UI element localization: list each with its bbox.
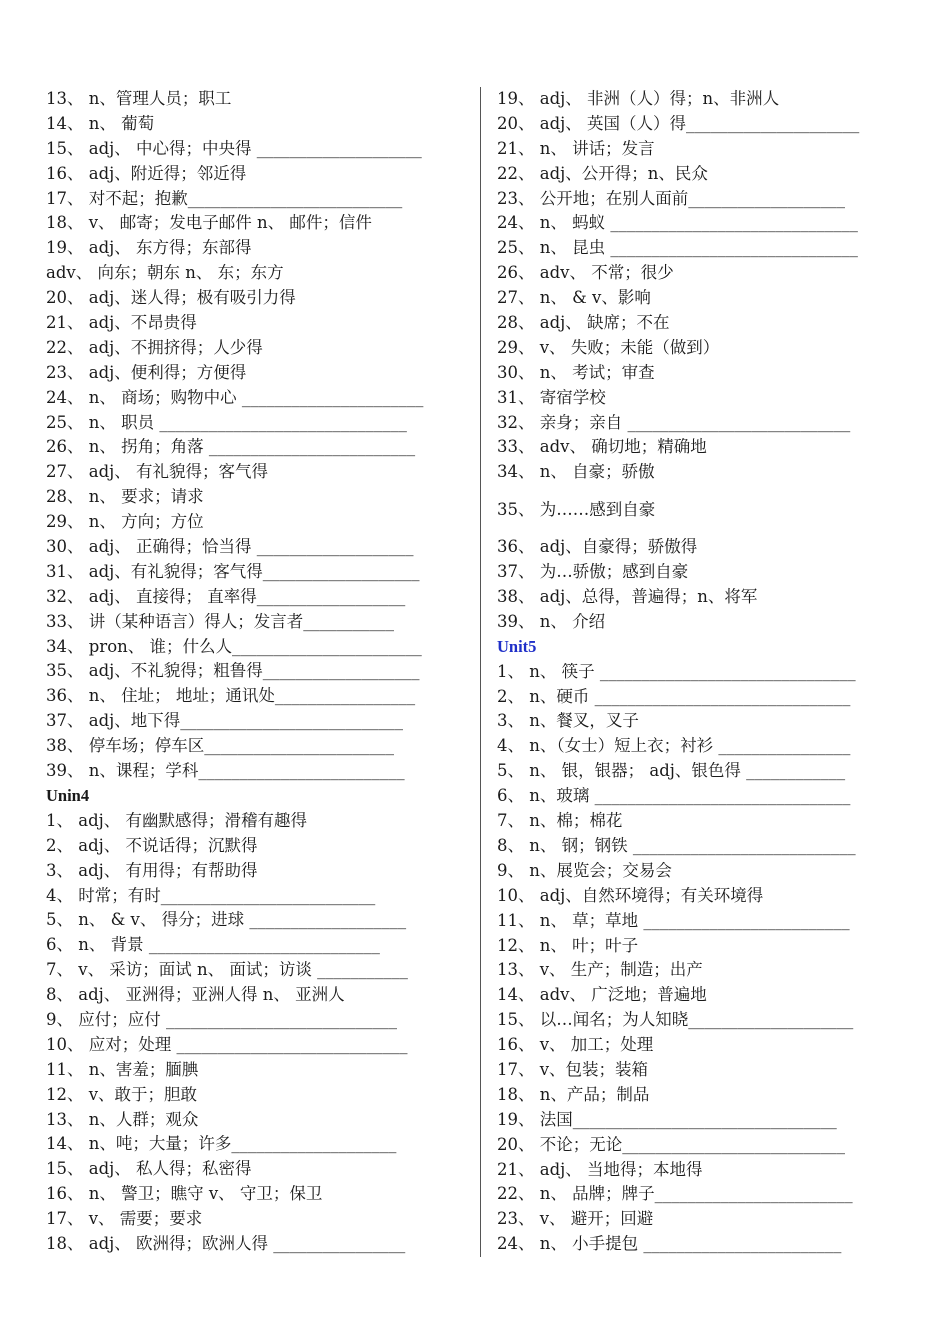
vocab-line: 19、 法国________________________________ (497, 1109, 837, 1129)
vocab-line: 7、 n、棉；棉花 (497, 811, 623, 831)
vocab-line: 12、 n、 叶；叶子 (497, 935, 639, 955)
left-column (46, 87, 466, 1257)
vocab-line: 3、 adj、 有用得；有帮助得 (46, 860, 258, 880)
vocab-line: 30、 n、 考试；审查 (497, 362, 655, 382)
vocab-line: 24、 n、 蚂蚁 ______________________________ (497, 213, 858, 233)
vocab-line: 23、 v、 避开；回避 (497, 1209, 654, 1229)
vocab-line: 18、 v、 邮寄；发电子邮件 n、 邮件；信件 (46, 213, 372, 233)
vocab-line: 10、 adj、自然环境得；有关环境得 (497, 885, 764, 905)
vocab-line: 18、 n、产品；制品 (497, 1084, 650, 1104)
vocab-line: 11、 n、 草；草地 _________________________ (497, 910, 850, 930)
vocab-line: 29、 v、 失败；未能（做到） (497, 337, 720, 357)
vocab-line: 15、 adj、 私人得；私密得 (46, 1159, 252, 1179)
column-divider (480, 87, 481, 1257)
vocab-line: 37、 adj、地下得___________________________ (46, 711, 404, 731)
vocab-line: 16、 v、 加工；处理 (497, 1035, 654, 1055)
vocab-line: 25、 n、 职员 ______________________________ (46, 412, 407, 432)
vocab-line: 14、 adv、 广泛地；普遍地 (497, 985, 707, 1005)
vocab-line: 33、 讲（某种语言）得人；发言者___________ (46, 611, 394, 631)
vocab-line: 13、 n、管理人员；职工 (46, 89, 232, 108)
vocab-line: 13、 n、人群；观众 (46, 1109, 199, 1129)
vocab-line: 5、 n、 银，银器； adj、银色得 ____________ (497, 761, 846, 781)
vocab-line: 27、 n、 & v、影响 (497, 288, 651, 308)
unit-heading: Unit5 (497, 636, 537, 656)
vocab-line: 38、 停车场；停车区_______________________ (46, 736, 394, 756)
vocab-line: 34、 pron、 谁；什么人_______________________ (46, 636, 422, 656)
vocab-line: 6、 n、玻璃 _______________________________ (497, 786, 851, 806)
vocab-line: 18、 adj、 欧洲得；欧洲人得 ________________ (46, 1233, 406, 1253)
vocab-line: 2、 adj、 不说话得；沉默得 (46, 835, 258, 855)
vocab-line: 21、 adj、 当地得；本地得 (497, 1159, 703, 1179)
vocab-line: 26、 n、 拐角；角落 _________________________ (46, 437, 416, 457)
vocab-line: 17、 对不起；抱歉__________________________ (46, 188, 403, 208)
vocab-line: 23、 公开地；在别人面前___________________ (497, 188, 845, 208)
vocab-line: 29、 n、 方向；方位 (46, 512, 204, 532)
vocab-line: 28、 n、 要求；请求 (46, 487, 204, 507)
vocab-line: 19、 adj、 非洲（人）得；n、非洲人 (497, 89, 780, 108)
vocab-line: 22、 adj、不拥挤得；人少得 (46, 337, 263, 357)
vocab-line: 36、 n、 住址； 地址；通讯处_________________ (46, 686, 416, 706)
vocab-line: 21、 n、 讲话；发言 (497, 138, 655, 158)
vocab-line: 1、 adj、 有幽默感得；滑稽有趣得 (46, 810, 308, 830)
vocab-line: 30、 adj、 正确得；恰当得 ___________________ (46, 537, 414, 557)
vocab-line: 20、 不论；无论___________________________ (497, 1134, 845, 1154)
vocab-line: 39、 n、课程；学科_________________________ (46, 761, 405, 781)
vocab-line: 21、 adj、不昂贵得 (46, 313, 197, 333)
vocab-line: 27、 adj、 有礼貌得；客气得 (46, 462, 269, 482)
vocab-line: 35、 为……感到自豪 (497, 500, 656, 520)
vocab-line: 24、 n、 小手提包 ________________________ (497, 1234, 842, 1254)
vocab-line: 31、 adj、有礼貌得；客气得___________________ (46, 561, 420, 581)
vocab-line: 16、 adj、附近得；邻近得 (46, 163, 247, 183)
vocab-line: 5、 n、 & v、 得分；进球 ___________________ (46, 910, 407, 930)
vocab-line: 4、 时常；有时__________________________ (46, 885, 376, 905)
vocab-line: 9、 n、展览会；交易会 (497, 860, 672, 880)
vocab-line: 33、 adv、 确切地；精确地 (497, 437, 707, 457)
vocab-line: 38、 adj、总得，普遍得；n、将军 (497, 587, 758, 607)
vocab-line: 1、 n、 筷子 _______________________________ (497, 661, 856, 681)
vocab-line: 15、 adj、 中心得；中央得 ____________________ (46, 138, 422, 158)
unit-heading: Unin4 (46, 785, 90, 805)
vocab-line: 25、 n、 昆虫 ______________________________ (497, 238, 858, 258)
vocab-line: 13、 v、 生产；制造；出产 (497, 960, 703, 980)
vocab-line: 8、 adj、 亚洲得；亚洲人得 n、 亚洲人 (46, 985, 345, 1005)
vocab-line: 14、 n、吨；大量；许多____________________ (46, 1134, 397, 1154)
vocab-line: 32、 adj、 直接得； 直率得__________________ (46, 586, 406, 606)
vocab-line: 2、 n、硬币 _______________________________ (497, 686, 851, 706)
vocab-line: 23、 adj、便利得；方便得 (46, 362, 247, 382)
vocab-line: 17、 v、 需要；要求 (46, 1209, 203, 1229)
vocab-line: 12、 v、敢于；胆敢 (46, 1084, 198, 1104)
vocab-line: 32、 亲身；亲自 ___________________________ (497, 412, 851, 432)
vocab-line: adv、 向东；朝东 n、 东；东方 (46, 263, 284, 283)
vocab-line: 22、 n、 品牌；牌子________________________ (497, 1184, 853, 1204)
vocab-line: 3、 n、餐叉，叉子 (497, 711, 639, 731)
vocab-line: 35、 adj、不礼貌得；粗鲁得___________________ (46, 661, 420, 681)
vocab-line: 39、 n、 介绍 (497, 611, 606, 631)
vocab-line: 26、 adv、 不常；很少 (497, 263, 674, 283)
vocab-line: 9、 应付；应付 ____________________________ (46, 1009, 397, 1029)
vocab-line: 10、 应对；处理 ____________________________ (46, 1034, 408, 1054)
vocab-line: 16、 n、 警卫；瞧守 v、 守卫；保卫 (46, 1184, 323, 1204)
vocab-line: 22、 adj、公开得；n、民众 (497, 163, 708, 183)
vocab-line: 7、 v、 采访；面试 n、 面试；访谈 ___________ (46, 960, 408, 980)
vocab-line: 31、 寄宿学校 (497, 387, 606, 407)
vocab-line: 17、 v、包装；装箱 (497, 1059, 649, 1079)
vocab-line: 19、 adj、 东方得；东部得 (46, 238, 252, 258)
vocab-line: 20、 adj、 英国（人）得_____________________ (497, 113, 860, 133)
vocab-line: 28、 adj、 缺席；不在 (497, 313, 670, 333)
right-column (497, 87, 917, 1257)
vocab-line: 24、 n、 商场；购物中心 ______________________ (46, 387, 424, 407)
vocab-line: 4、 n、（女士）短上衣；衬衫 ________________ (497, 736, 851, 756)
vocab-line: 34、 n、 自豪；骄傲 (497, 462, 655, 482)
vocab-line: 15、 以…闻名；为人知晓____________________ (497, 1010, 854, 1030)
vocab-line: 37、 为…骄傲；感到自豪 (497, 562, 689, 582)
vocab-line: 36、 adj、自豪得；骄傲得 (497, 537, 698, 557)
vocab-line: 14、 n、 葡萄 (46, 113, 155, 133)
vocab-line: 11、 n、害羞；腼腆 (46, 1059, 199, 1079)
vocab-line: 8、 n、 钢；钢铁 ___________________________ (497, 835, 856, 855)
vocab-line: 6、 n、 背景 ____________________________ (46, 935, 380, 955)
vocab-line: 20、 adj、迷人得；极有吸引力得 (46, 288, 296, 308)
